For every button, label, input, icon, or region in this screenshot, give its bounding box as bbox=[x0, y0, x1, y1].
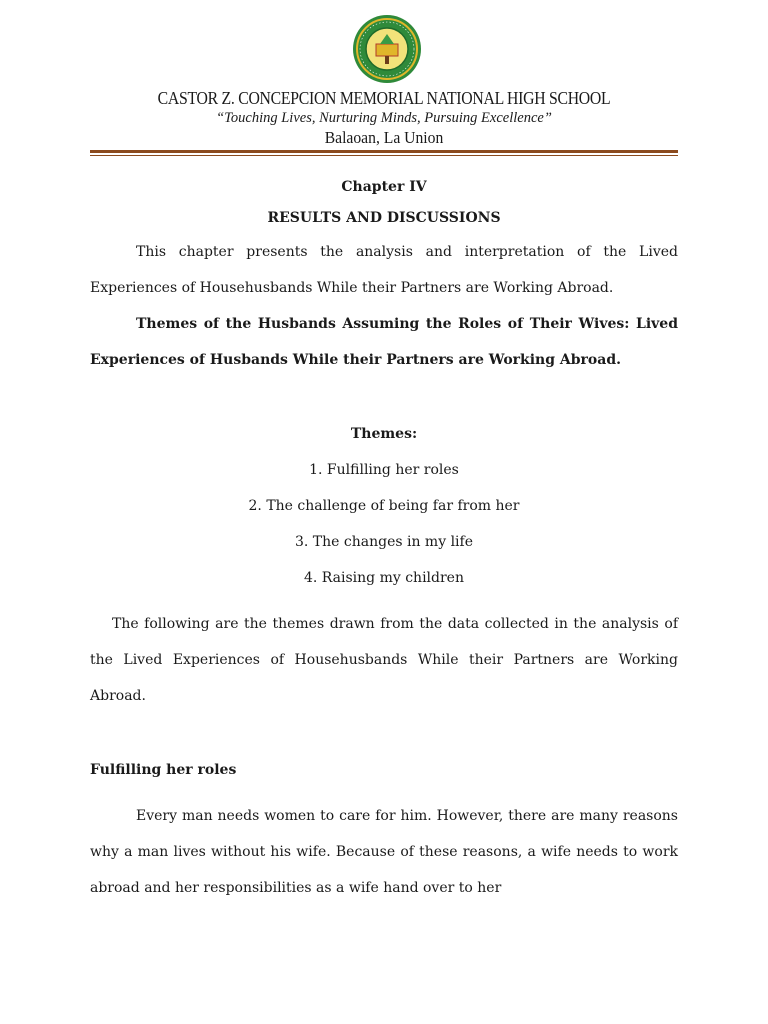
theme-item: 1. Fulfilling her roles bbox=[309, 462, 459, 478]
intro-paragraph: This chapter presents the analysis and interpretation of the Lived Experiences of Househusbands While their Partners are Working Abroad. bbox=[90, 244, 678, 296]
themes-label: Themes: bbox=[350, 426, 418, 442]
section-paragraph: Every man needs women to care for him. However, there are many reasons why a man lives without his wife. Because of these reasons, a wife needs to work abroad and her responsibilities as a wife hand over to her bbox=[90, 808, 678, 896]
school-motto: “Touching Lives, Nurturing Minds, Pursuing Excellence” bbox=[216, 110, 552, 126]
school-name: CASTOR Z. CONCEPCION MEMORIAL NATIONAL HIGH SCHOOL bbox=[157, 88, 611, 108]
header-rule-thick bbox=[90, 150, 678, 153]
theme-item: 4. Raising my children bbox=[304, 570, 464, 586]
themes-heading: Themes of the Husbands Assuming the Roles of Their Wives: Lived Experiences of Husbands While their Partners are Working Abroad. bbox=[90, 316, 678, 368]
chapter-number: Chapter IV bbox=[341, 179, 427, 195]
header-rule-thin bbox=[90, 155, 678, 156]
theme-item: 3. The changes in my life bbox=[294, 534, 473, 550]
chapter-title: RESULTS AND DISCUSSIONS bbox=[267, 210, 501, 226]
document-body bbox=[90, 174, 678, 906]
theme-item: 2. The challenge of being far from her bbox=[248, 498, 520, 514]
school-location: Balaoan, La Union bbox=[324, 128, 444, 147]
spacer bbox=[90, 378, 678, 416]
school-seal-logo bbox=[352, 14, 422, 84]
following-paragraph: The following are the themes drawn from the data collected in the analysis of the Lived Experiences of Househusbands While their Partners are Working Abroad. bbox=[90, 616, 678, 704]
spacer bbox=[90, 714, 678, 752]
section-heading: Fulfilling her roles bbox=[90, 762, 237, 778]
